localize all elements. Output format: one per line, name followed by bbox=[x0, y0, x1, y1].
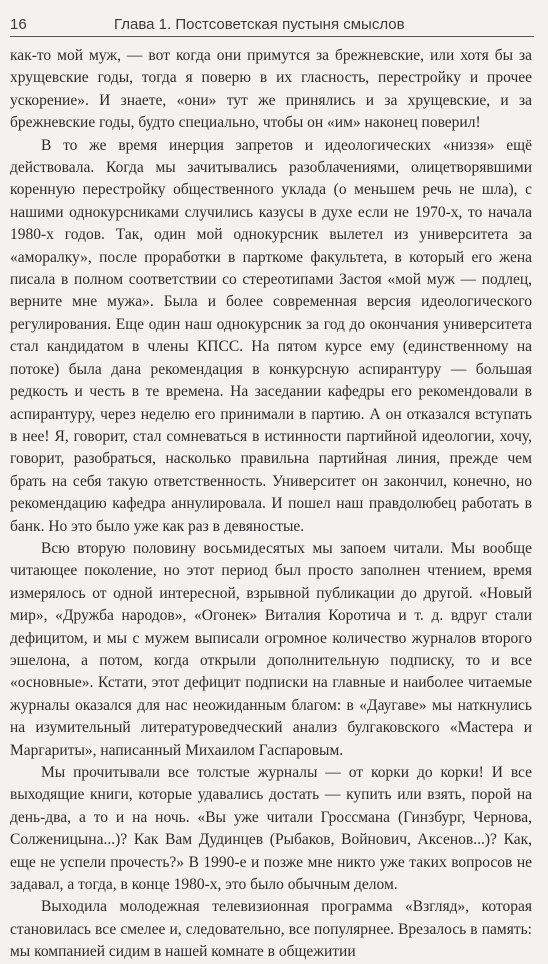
paragraph: Всю вторую половину восьмидесятых мы запоем читали. Мы вообще читающее поколение, но этот период был просто заполнен чтением, время измерялось от одной интересной, взрывной публикации до другой. «Новый мир», «Дружба народов», «Огонек» Виталия Коротича и т. д. вдруг стали дефицитом, и мы с мужем выписали огромное количество журналов второго эшелона, а потом, когда открыли дополнительную подписку, то и все «основные». Кстати, этот дефицит подписки на главные и наиболее читаемые журналы оказался для нас неожиданным благом: в «Даугаве» мы наткнулись на изумительный литературоведческий анализ булгаковского «Мастера и Маргариты», написанный Михаилом Гаспаровым. bbox=[10, 539, 532, 759]
running-head: Глава 1. Постсоветская пустыня смыслов bbox=[114, 16, 405, 33]
page-body-text bbox=[10, 45, 532, 964]
page-header bbox=[10, 12, 534, 37]
paragraph: Мы прочитывали все толстые журналы — от корки до корки! И все выходящие книги, которые удавались достать — купить или взять, порой на день-два, а то и на ночь. «Вы уже читали Гроссмана (Гинзбург, Чернова, Солженицына...)? Как Вам Дудинцев (Рыбаков, Войнович, Аксенов...)? Как, еще не успели прочесть?» В 1990-е и позже мне никто уже таких вопросов не задавал, а тогда, в конце 1980-х, это было обычным делом. bbox=[10, 764, 532, 894]
paragraph: Выходила молодежная телевизионная программа «Взгляд», которая становилась все смелее и, следовательно, все популярнее. Врезалось в память: мы компанией сидим в нашей комнате в общежитии bbox=[10, 898, 532, 961]
paragraph: как-то мой муж, — вот когда они примутся за брежневские, или хотя бы за хрущевские годы, тогда я поверю в их гласность, перестройку и прочее ускорение». И знаете, «они» тут же принялись и за хрущевские, и за брежневские годы, будто специально, чтобы он «им» наконец поверил! bbox=[10, 47, 532, 132]
paragraph: В то же время инерция запретов и идеологических «низзя» ещё действовала. Когда мы зачитывались разоблачениями, олицетворявшими коренную перестройку общественного уклада (о меньшем речь не шла), с нашими однокурсниками случились казусы в духе если не 1970-х, то начала 1980-х годов. Так, один мой однокурсник вылетел из университета за «аморалку», после проработки в парткоме факультета, в который его жена писала в полном соответствии со стереотипами Застоя «мой муж — подлец, верните мне мужа». Была и более современная версия идеологического регулирования. Еще один наш однокурсник за год до окончания университета стал кандидатом в члены КПСС. На пятом курсе ему (единственному на потоке) была дана рекомендация в конкурсную аспирантуру — большая редкость и честь в те времена. На заседании кафедры его рекомендовали в аспирантуру, через неделю его принимали в партию. А он отказался вступать в нее! Я, говорит, стал сомневаться в истинности партийной идеологии, хочу, говорит, разобраться, насколько правильна партийная линия, прежде чем брать на себя такую ответственность. Университет он закончил, конечно, но рекомендацию кафедра аннулировала. И пошел наш правдолюбец работать в банк. Но это было уже как раз в девяностые. bbox=[10, 136, 532, 535]
page-number: 16 bbox=[10, 16, 27, 33]
